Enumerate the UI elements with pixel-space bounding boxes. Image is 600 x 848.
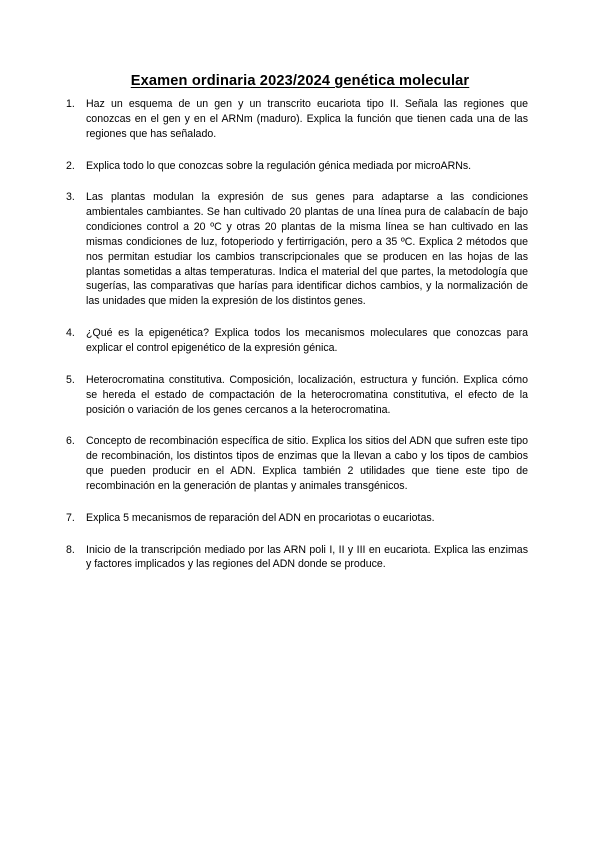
question-text: Haz un esquema de un gen y un transcrito eucariota tipo II. Señala las regiones que conozcas en el gen y en el ARNm (maduro). Explica la función que tienen cada una de las regiones que has señalado.: [86, 98, 528, 140]
question-item-6: [66, 434, 528, 493]
question-number: 1.: [66, 98, 75, 110]
page-title: Examen ordinaria 2023/2024 genética molecular: [130, 73, 470, 89]
question-item-5: [66, 373, 528, 418]
question-text: Inicio de la transcripción mediado por las ARN poli I, II y III en eucariota. Explica las enzimas y factores implicados y las regiones del ADN donde se produce.: [86, 543, 528, 571]
question-text: Explica todo lo que conozcas sobre la regulación génica mediada por microARNs.: [86, 159, 472, 172]
question-text: Las plantas modulan la expresión de sus genes para adaptarse a las condiciones ambientales cambiantes. Se han cultivado 20 plantas de una línea pura de calabacín de bajo condiciones control a 20 ºC y otras 20 plantas de la misma línea se han cultivado en las mismas condiciones de luz, fotoperiodo y fertirrigación, pero a 35 ºC. Explica 2 métodos que nos permitan estudiar los cambios transcripcionales que se producen en las hojas de las plantas sometidas a altas temperaturas. Indica el material del que partes, la metodología que sugerías, las comparativas que harías para identificar dichos cambios, y la normalización de las unidades que miden la expresión de los distintos genes.: [86, 191, 528, 308]
question-text: ¿Qué es la epigenética? Explica todos los mecanismos moleculares que conozcas para explicar el control epigenético de la expresión génica.: [86, 327, 528, 354]
question-item-2: [66, 159, 528, 174]
question-number: 2.: [66, 159, 75, 172]
question-item-1: [66, 97, 528, 142]
question-item-8: [66, 543, 528, 573]
question-text: Heterocromatina constitutiva. Composición, localización, estructura y función. Explica cómo se hereda el estado de compactación de la heterocromatina constitutiva, el efecto de la posición o variación de los genes cercanos a la heterocromatina.: [86, 373, 528, 416]
question-number: 8.: [66, 543, 75, 556]
question-text: Concepto de recombinación específica de sitio. Explica los sitios del ADN que sufren este tipo de recombinación, los distintos tipos de enzimas que la llevan a cabo y los tipos de cambios que pueden producir en el ADN. Explica también 2 utilidades que tiene este tipo de recombinación en la generación de plantas y animales transgénicos.: [86, 435, 528, 492]
question-item-3: [66, 190, 528, 309]
question-number: 7.: [66, 511, 75, 524]
question-item-4: [66, 326, 528, 356]
question-number: 6.: [66, 435, 75, 448]
question-number: 5.: [66, 373, 75, 386]
question-list: [66, 97, 528, 589]
question-item-7: [66, 511, 528, 526]
question-number: 4.: [66, 327, 75, 340]
question-number: 3.: [66, 191, 75, 204]
question-text: Explica 5 mecanismos de reparación del ADN en procariotas o eucariotas.: [86, 511, 435, 524]
